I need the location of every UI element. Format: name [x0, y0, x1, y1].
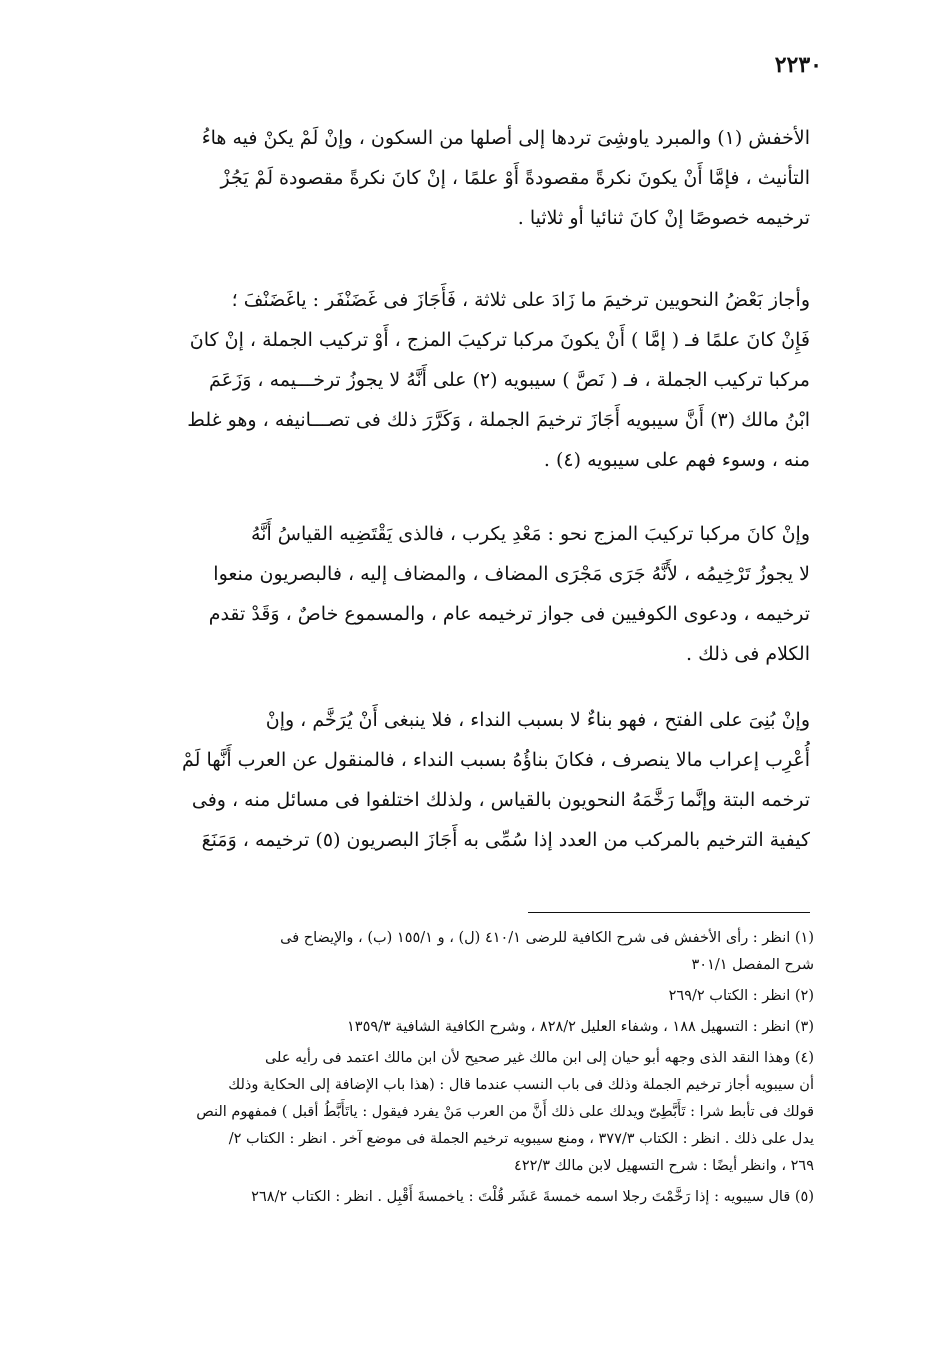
text-line: منه ، وسوء فهم على سيبويه (٤) . [543, 449, 810, 471]
footnote-4 [114, 1045, 814, 1180]
footnote-line: (٤) وهذا النقد الذى وجهه أبو حيان إلى ابن مالك غير صحيح لأن ابن مالك اعتمد فى رأيه على [264, 1050, 814, 1066]
footnote-5 [114, 1184, 814, 1211]
footnotes [114, 925, 814, 1215]
text-line: ترخيمه ، ودعوى الكوفيين فى جواز ترخيمه عام ، والمسموع خاصٌ ، وَقَدْ تقدم [208, 603, 810, 625]
footnote-line: شرح المفصل ٣٠١/١ [691, 957, 814, 973]
paragraph-1 [120, 118, 810, 238]
footnote-1 [114, 925, 814, 979]
footnote-line: قولك فى تأبط شرا : تَأَبَّطِىّ ويدلك على ذلك أَنَّ من العرب مَنْ يفرد فيقول : ياتَأَبَّطُ أقبل ) فمفهوم النص [196, 1104, 814, 1120]
footnote-divider [528, 912, 810, 913]
text-line: ترخيمه خصوصًا إنْ كانَ ثنائيا أو ثلاثيا . [517, 207, 810, 229]
text-line: ترخمه البتة وإنَّما رَخَّمَهُ النحويون بالقياس ، ولذلك اختلفوا فى مسائل منه ، وفى [191, 789, 810, 811]
footnote-line: أن سيبويه أجاز ترخيم الجملة وذلك فى باب النسب عندما قال : (هذا باب الإضافة إلى الحكاية وذلك [228, 1077, 814, 1093]
text-line: لا يجوزُ تَرْخِيمُه ، لأَنَّهُ جَرَى مَجْرَى المضاف ، والمضاف إليه ، فالبصريون منعوا [213, 563, 810, 585]
text-line: ابْنُ مالك (٣) أَنَّ سيبويه أَجَازَ ترخيمَ الجملة ، وَكَرَّرَ ذلك فى تصـــانيفه ، وهو غلط [187, 409, 810, 431]
footnote-2 [114, 983, 814, 1010]
footnote-3 [114, 1014, 814, 1041]
text-line: مركبا تركيب الجملة ، فـ ( نَصَّ ) سيبويه (٢) على أَنَّهُ لا يجوزُ ترخـــيمه ، وَزَعَمَ [209, 369, 810, 391]
text-line: أُعْرِب إعراب مالا ينصرف ، فكانَ بناؤُهُ بسبب النداء ، فالمنقول عن العرب أَنَّها لَمْ [182, 749, 810, 771]
footnote-line: يدل على ذلك . انظر : الكتاب ٣٧٧/٣ ، ومنع سيبويه ترخيم الجملة فى موضع آخر . انظر : الكتاب ٢/ [228, 1131, 814, 1147]
footnote-line: (٣) انظر : التسهيل ١٨٨ ، وشفاء العليل ٨٢٨/٢ ، وشرح الكافية الشافية ١٣٥٩/٣ [347, 1019, 814, 1035]
text-line: الأخفش (١) والمبرد ياوشِىَ تردها إلى أصلها من السكون ، وإنْ لَمْ يكنْ فيه هاءُ [201, 127, 810, 149]
footnote-line: (١) انظر : رأى الأخفش فى شرح الكافية للرضى ٤١٠/١ (ل) ، و ١٥٥/١ (ب) ، والإيضاح فى [280, 930, 814, 946]
text-line: التأنيث ، فإمَّا أَنْ يكونَ نكرةً مقصودةً أَوْ علمًا ، إنْ كانَ نكرةً مقصودة لَمْ يَجُزْ [220, 167, 810, 189]
footnote-line: (٥) قال سيبويه : إذا رَخَّمْتَ رجلا اسمه خمسةَ عَشَر قُلْتَ : ياخمسةَ أَقْبِل . انظر : الكتاب ٢٦٨/٢ [251, 1189, 814, 1205]
text-line: كيفية الترخيم بالمركب من العدد إذا سُمِّى به أَجَازَ البصريون (٥) ترخيمه ، وَمَنَعَ [201, 829, 810, 851]
page-number: ٢٢٣٠ [774, 52, 822, 78]
footnote-line: (٢) انظر : الكتاب ٢٦٩/٢ [668, 988, 814, 1004]
paragraph-2 [120, 280, 810, 480]
footnote-line: ٢٦٩ ، وانظر أيضًا : شرح التسهيل لابن مالك ٤٢٢/٣ [514, 1158, 814, 1174]
text-line: الكلام فى ذلك . [685, 643, 810, 665]
text-line: وإنْ كانَ مركبا تركيبَ المزج نحو : مَعْدِ يكرب ، فالذى يَقْتَضِيه القياسُ أَنَّهُ [251, 523, 810, 545]
text-line: وأجاز بَعْضُ النحويين ترخيمَ ما زَادَ على ثلاثة ، فَأَجَازَ فى غَضَنْفَر : ياغَضَنْفَ ؛ [231, 289, 810, 311]
text-line: فَإِنْ كانَ علمًا فـ ( إمَّا ) أَنْ يكونَ مركبا تركيبَ المزج ، أَوْ تركيب الجملة ، إنْ كانَ [189, 329, 810, 351]
text-line: وإنْ بُنِىَ على الفتح ، فهو بناءٌ لا بسبب النداء ، فلا ينبغى أَنْ يُرَخَّم ، وإنْ [265, 709, 810, 731]
paragraph-4 [120, 700, 810, 860]
paragraph-3 [120, 514, 810, 674]
